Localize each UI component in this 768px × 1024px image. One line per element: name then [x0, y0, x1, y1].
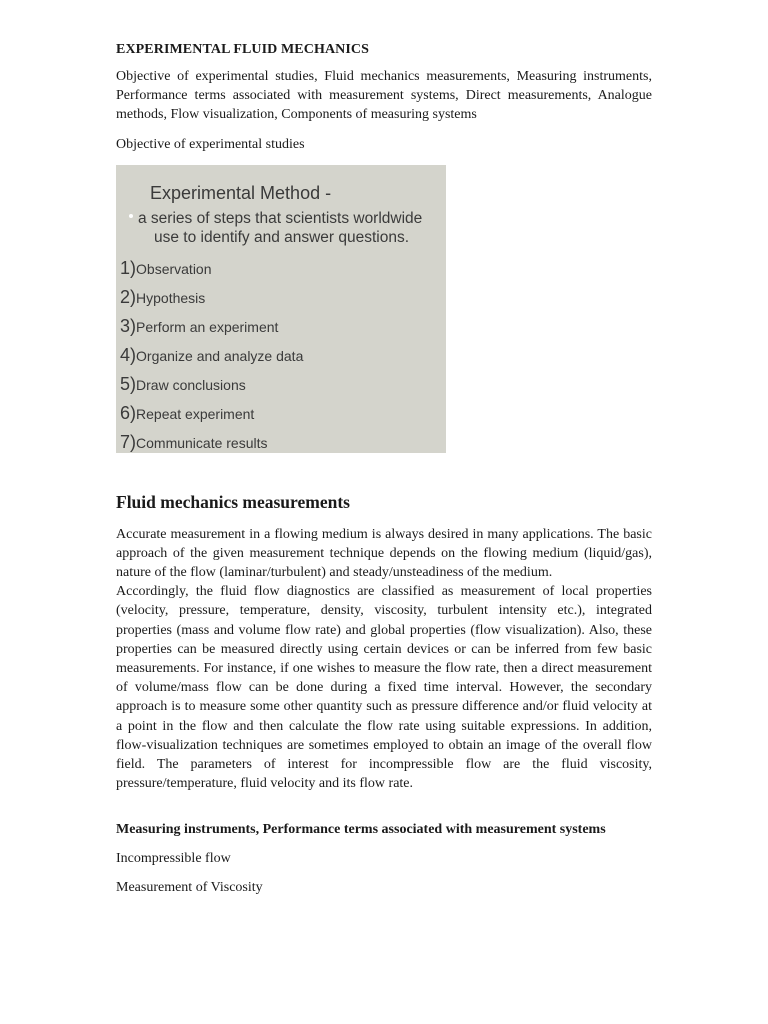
step-text: Perform an experiment — [136, 318, 279, 335]
step-item — [120, 428, 303, 457]
figure-bullet-line1: a series of steps that scientists worldwide — [138, 209, 423, 227]
step-number: 4) — [120, 344, 137, 365]
step-number: 1) — [120, 257, 137, 278]
incompressible-flow-line: Incompressible flow — [116, 850, 231, 866]
step-number: 6) — [120, 402, 137, 423]
step-number: 2) — [120, 286, 137, 307]
measurements-paragraph-2: Accordingly, the fluid flow diagnostics are classified as measurement of local properties (velocity, pressure, temperature, density, viscosity, turbulent intensity etc.), integrated properties (mass and volume flow rate) and global properties (flow visualization). Also, these properties can be measured directly using certain devices or can be inferred from few basic measurements. For instance, if one wishes to measure the flow rate, then a direct measurement of volume/mass flow can be done during a fixed time interval. However, the secondary approach is to measure some other quantity such as pressure difference and/or fluid velocity at a point in the flow and then calculate the flow rate using suitable expressions. In addition, flow-visualization techniques are sometimes employed to obtain an image of the overall flow field. The parameters of interest for incompressible flow are the fluid viscosity, pressure/temperature, fluid velocity and its flow rate. — [116, 584, 652, 792]
figure-title: Experimental Method - — [150, 182, 332, 203]
section-heading-measurements: Fluid mechanics measurements — [116, 491, 350, 512]
step-number: 5) — [120, 373, 137, 394]
step-text: Organize and analyze data — [136, 347, 304, 364]
step-item — [120, 370, 303, 399]
step-text: Hypothesis — [136, 289, 206, 306]
step-item — [120, 283, 303, 312]
experimental-method-figure — [116, 165, 446, 453]
step-text: Repeat experiment — [136, 405, 255, 422]
document-page — [116, 40, 652, 907]
bullet-dot-icon — [129, 214, 133, 218]
viscosity-measurement-line: Measurement of Viscosity — [116, 879, 263, 895]
section-heading-instruments: Measuring instruments, Performance terms associated with measurement systems — [116, 822, 606, 838]
step-number: 3) — [120, 315, 137, 336]
step-item — [120, 341, 303, 370]
measurements-paragraph-1: Accurate measurement in a flowing medium is always desired in many applications. The basic approach of the given measurement technique depends on the flowing medium (liquid/gas), nature of the flow (laminar/turbulent) and steady/unsteadiness of the medium. — [116, 526, 652, 581]
figure-bullet — [138, 209, 450, 247]
step-item — [120, 399, 303, 428]
step-item — [120, 254, 303, 283]
step-text: Communicate results — [136, 434, 268, 451]
step-number: 7) — [120, 431, 137, 452]
step-text: Draw conclusions — [136, 376, 246, 393]
step-text: Observation — [136, 260, 212, 277]
figure-bullet-line2: use to identify and answer questions. — [154, 228, 410, 246]
document-title: EXPERIMENTAL FLUID MECHANICS — [116, 42, 370, 57]
step-item — [120, 312, 303, 341]
intro-paragraph: Objective of experimental studies, Fluid mechanics measurements, Measuring instruments, Performance terms associated with measurement systems, Direct measurements, Analogue methods, Flow visualization, Components of measuring systems — [116, 69, 652, 123]
figure-steps-list — [120, 254, 303, 457]
objective-heading: Objective of experimental studies — [116, 136, 305, 152]
